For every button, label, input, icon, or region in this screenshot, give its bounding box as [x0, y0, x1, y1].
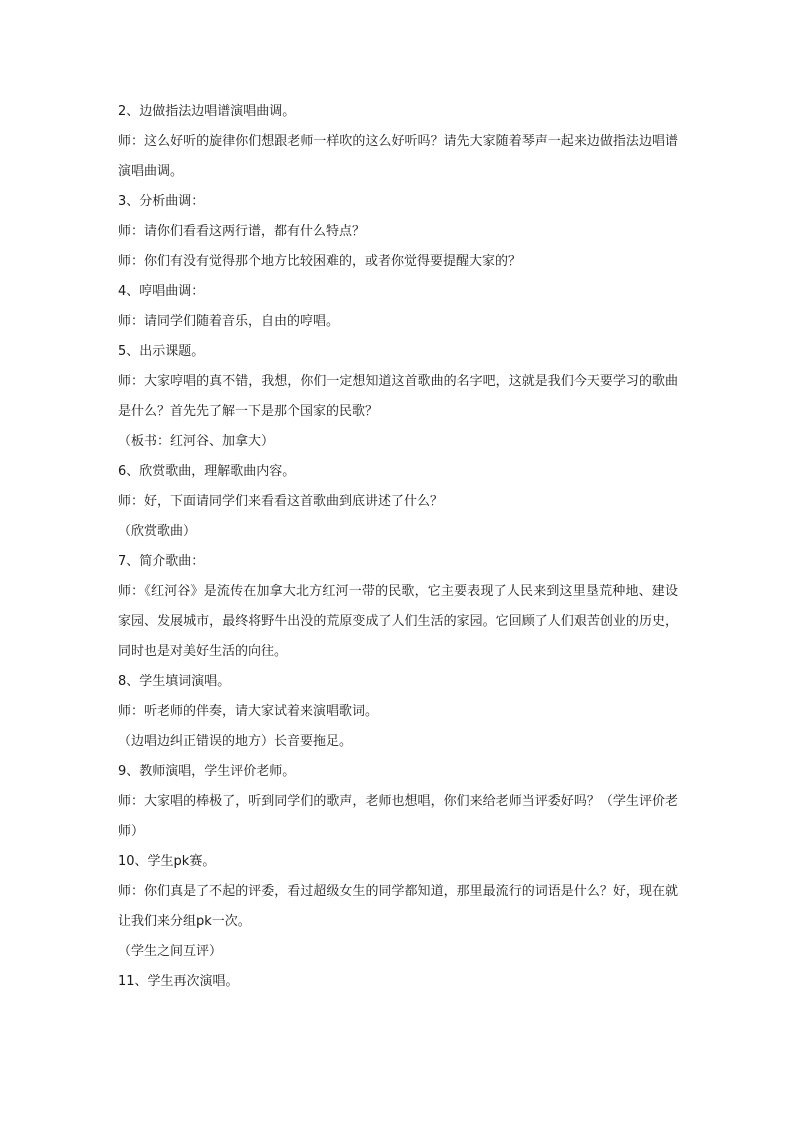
paragraph-step-3: 3、分析曲调： — [118, 194, 205, 209]
paragraph-teacher-line: 师：你们有没有觉得那个地方比较困难的，或者你觉得要提醒大家的？ — [118, 254, 522, 269]
paragraph-step-7: 7、简介歌曲： — [118, 554, 205, 569]
paragraph-step-5: 5、出示课题。 — [118, 344, 205, 359]
paragraph-note: （欣赏歌曲） — [118, 524, 197, 539]
document-body — [118, 97, 678, 997]
paragraph-teacher-line: 师：你们真是了不起的评委，看过超级女生的同学都知道，那里最流行的词语是什么？好，现在就让我们来分组pk一次。 — [118, 884, 678, 929]
paragraph-step-4: 4、哼唱曲调： — [118, 284, 205, 299]
paragraph-teacher-line: 师：请你们看看这两行谱，都有什么特点？ — [118, 224, 366, 239]
paragraph-note: （板书：红河谷、加拿大） — [118, 434, 275, 449]
paragraph-teacher-line: 师：好，下面请同学们来看看这首歌曲到底讲述了什么？ — [118, 494, 444, 509]
paragraph-note: （边唱边纠正错误的地方）长音要拖足。 — [118, 734, 353, 749]
paragraph-teacher-line: 师：大家哼唱的真不错，我想，你们一定想知道这首歌曲的名字吧，这就是我们今天要学习的歌曲是什么？首先先了解一下是那个国家的民歌？ — [118, 374, 678, 419]
paragraph-step-11: 11、学生再次演唱。 — [118, 974, 239, 989]
paragraph-teacher-line: 师：大家唱的棒极了，听到同学们的歌声，老师也想唱，你们来给老师当评委好吗？（学生评价老师） — [118, 794, 678, 839]
paragraph-teacher-line: 师：听老师的伴奏，请大家试着来演唱歌词。 — [118, 704, 379, 719]
paragraph-note: （学生之间互评） — [118, 944, 223, 959]
paragraph-step-6: 6、欣赏歌曲，理解歌曲内容。 — [118, 464, 296, 479]
paragraph-step-8: 8、学生填词演唱。 — [118, 674, 231, 689]
paragraph-teacher-line: 师：《红河谷》是流传在加拿大北方红河一带的民歌，它主要表现了人民来到这里垦荒种地、建设家园、发展城市，最终将野牛出没的荒原变成了人们生活的家园。它回顾了人们艰苦创业的历史，同时也是对美好生活的向往。 — [118, 584, 678, 659]
paragraph-step-9: 9、教师演唱，学生评价老师。 — [118, 764, 296, 779]
paragraph-step-2: 2、边做指法边唱谱演唱曲调。 — [118, 104, 296, 119]
paragraph-teacher-line: 师：这么好听的旋律你们想跟老师一样吹的这么好听吗？请先大家随着琴声一起来边做指法边唱谱演唱曲调。 — [118, 134, 678, 179]
paragraph-step-10: 10、学生pk赛。 — [118, 854, 216, 869]
paragraph-teacher-line: 师：请同学们随着音乐，自由的哼唱。 — [118, 314, 340, 329]
